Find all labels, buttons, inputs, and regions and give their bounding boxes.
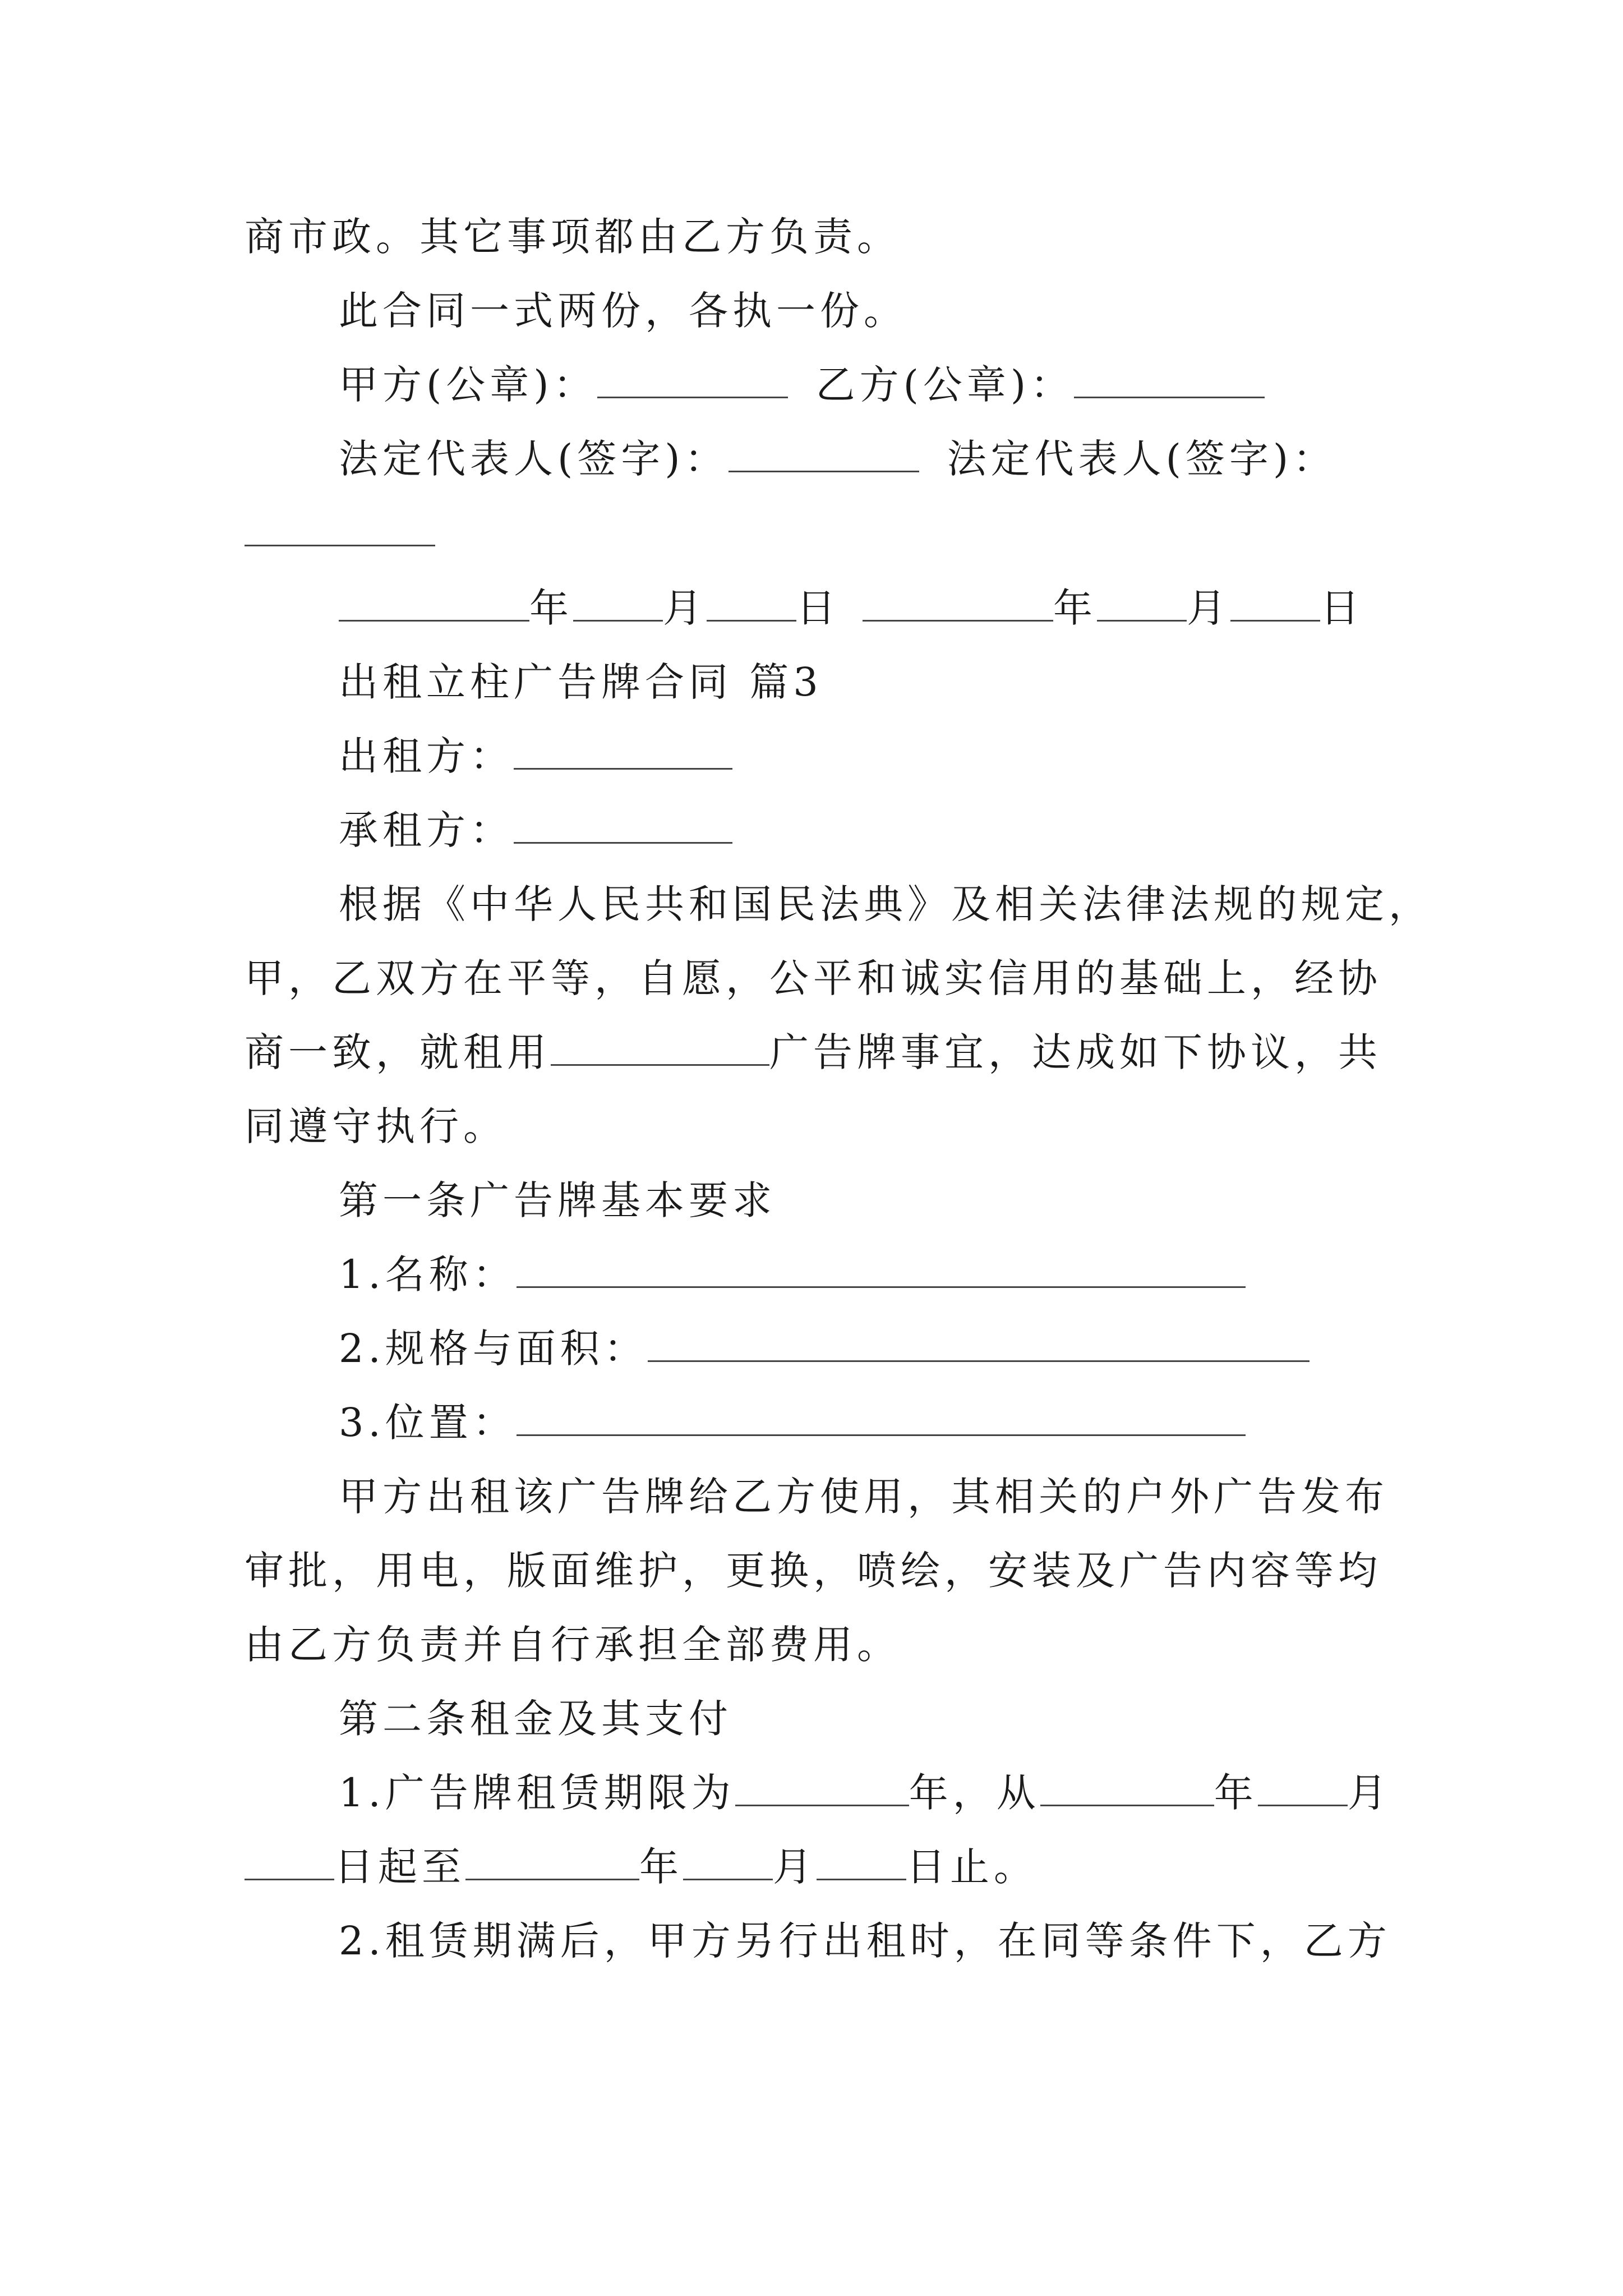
item-location-label: 3.位置：: [339, 1400, 517, 1446]
text-line: [339, 287, 907, 334]
term-years-blank: [735, 1770, 909, 1806]
lessee-label: 承租方：: [339, 807, 514, 853]
item-size-label: 2.规格与面积：: [339, 1326, 648, 1372]
body-text: 由乙方负责并自行承担全部费用。: [245, 1622, 901, 1668]
body-text: 日止。: [906, 1844, 1038, 1890]
body-text: 商市政。其它事项都由乙方负责。: [245, 214, 901, 260]
party-b-seal-blank: [1074, 362, 1265, 398]
date-a-month-blank: [573, 585, 663, 622]
start-year-blank: [1040, 1770, 1214, 1806]
item-location-blank: [517, 1400, 1246, 1436]
date-b-year: 年: [1053, 585, 1097, 631]
end-month-blank: [683, 1844, 773, 1880]
legal-rep-a-label: 法定代表人(签字)：: [339, 436, 728, 482]
text-line: [245, 1547, 1382, 1594]
body-text: 根据《中华人民共和国民法典》及相关法律法规的规定，: [339, 881, 1432, 927]
article-2-title: 第二条租金及其支付: [339, 1696, 732, 1742]
body-text: 甲方出租该广告牌给乙方使用，其相关的户外广告发布: [339, 1474, 1389, 1520]
lessor-label: 出租方：: [339, 733, 514, 779]
date-a-month: 月: [663, 585, 707, 631]
signature-line-reps: [339, 435, 1336, 482]
body-text: 审批，用电，版面维护，更换，喷绘，安装及广告内容等均: [245, 1548, 1382, 1594]
article-heading: [339, 1695, 732, 1742]
body-text: 年: [1214, 1770, 1258, 1816]
body-text: 日起至: [334, 1844, 465, 1890]
date-b-month: 月: [1187, 585, 1230, 631]
date-a-day: 日: [796, 585, 840, 631]
body-text: 此合同一式两份，各执一份。: [339, 288, 907, 334]
text-line: [339, 1917, 1391, 1964]
date-b-year-blank: [863, 585, 1053, 622]
date-b-month-blank: [1097, 585, 1187, 622]
text-line: [339, 881, 1432, 928]
body-text: 同遵守执行。: [245, 1103, 507, 1149]
body-text: 商一致，就租用: [245, 1029, 551, 1075]
party-a-seal-label: 甲方(公章)：: [339, 362, 597, 408]
signature-blank-continued: [245, 509, 435, 556]
text-line: [339, 1473, 1389, 1520]
date-b-day-blank: [1230, 585, 1320, 622]
item-name-label: 1.名称：: [339, 1251, 517, 1297]
legal-rep-b-label: 法定代表人(签字)：: [947, 436, 1337, 482]
body-text: 年: [639, 1844, 683, 1890]
date-a-year: 年: [529, 585, 573, 631]
item-line: [339, 1251, 1246, 1298]
body-text: 甲，乙双方在平等，自愿，公平和诚实信用的基础上，经协: [245, 955, 1382, 1001]
item-name-blank: [517, 1251, 1246, 1288]
date-line: [339, 585, 1364, 632]
body-text: 年，从: [909, 1770, 1040, 1816]
start-day-blank: [245, 1844, 334, 1880]
lessor-blank: [514, 733, 732, 770]
body-text: 广告牌事宜，达成如下协议，共: [769, 1029, 1382, 1075]
lessee-blank: [514, 807, 732, 844]
signature-line-seals: [339, 361, 1265, 408]
body-text: 月: [773, 1844, 817, 1890]
lessor-line: [339, 733, 732, 780]
text-line: [245, 1621, 901, 1668]
body-text: 2.租赁期满后，甲方另行出租时，在同等条件下，乙方: [339, 1918, 1391, 1964]
body-text: 1.广告牌租赁期限为: [339, 1770, 735, 1816]
party-b-seal-label: 乙方(公章)：: [815, 362, 1075, 408]
date-a-year-blank: [339, 585, 529, 622]
item-line: [339, 1325, 1310, 1372]
contract-title: 出租立柱广告牌合同 篇3: [339, 659, 823, 705]
text-line: [245, 955, 1382, 1002]
lessee-line: [339, 807, 732, 854]
party-a-seal-blank: [597, 362, 788, 398]
end-day-blank: [817, 1844, 906, 1880]
text-line: [245, 1029, 1382, 1076]
text-line: [245, 1843, 1038, 1890]
article-1-title: 第一条广告牌基本要求: [339, 1177, 776, 1223]
item-size-blank: [648, 1326, 1310, 1362]
section-heading: [339, 659, 823, 706]
body-text: 月: [1347, 1770, 1391, 1816]
date-b-day: 日: [1320, 585, 1364, 631]
end-year-blank: [465, 1844, 639, 1880]
legal-rep-b-blank: [245, 510, 435, 546]
text-line: [245, 1103, 507, 1150]
date-a-day-blank: [707, 585, 796, 622]
item-line: [339, 1399, 1246, 1446]
article-heading: [339, 1177, 776, 1224]
legal-rep-a-blank: [728, 436, 919, 472]
billboard-blank: [551, 1029, 769, 1066]
start-month-blank: [1258, 1770, 1348, 1806]
text-line: [245, 213, 901, 260]
text-line: [339, 1769, 1391, 1816]
